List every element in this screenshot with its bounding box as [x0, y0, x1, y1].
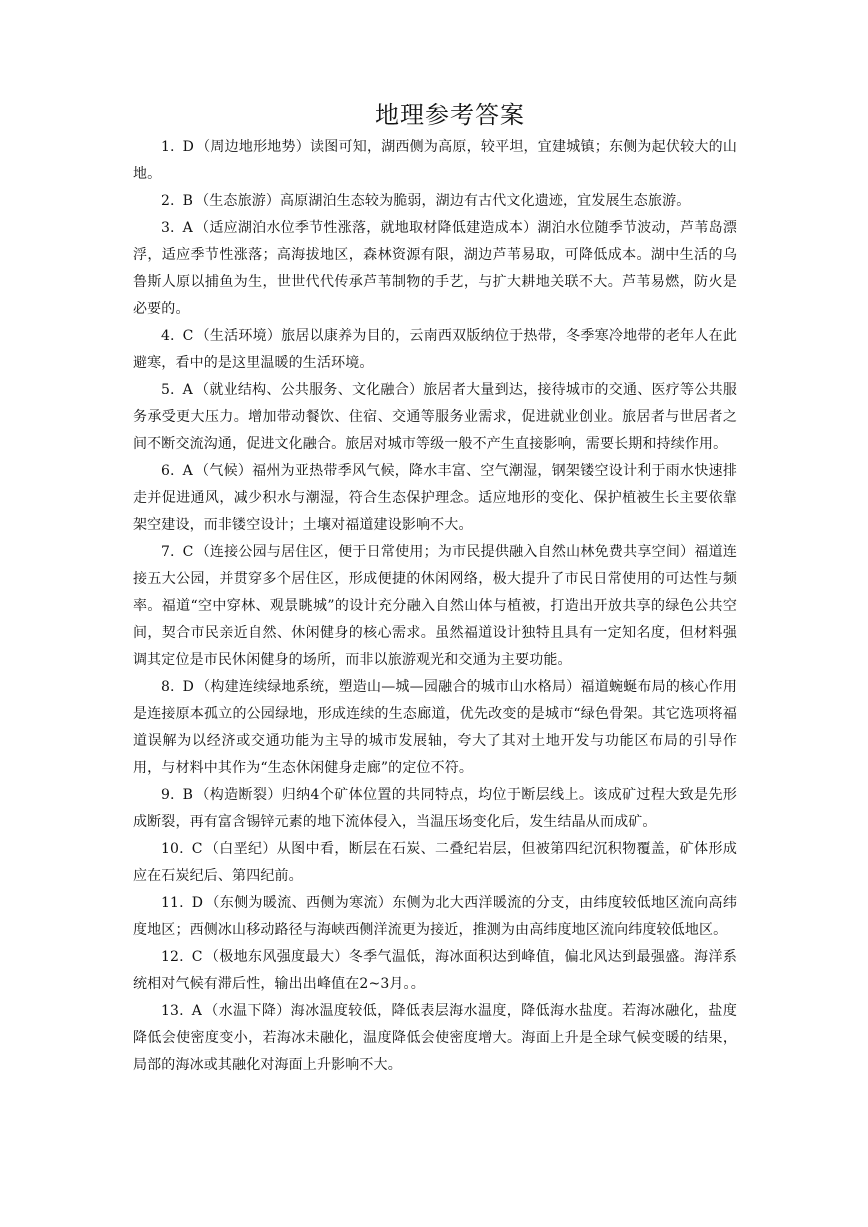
answer-item — [133, 134, 737, 188]
answer-item — [133, 944, 737, 998]
answer-explanation: （气候）福州为亚热带季风气候，降水丰富、空气潮湿，钢架镂空设计利于雨水快速排走并促进通风，减少积水与潮湿，符合生态保护理念。适应地形的变化、保护植被生长主要依靠架空建设，而非镂空设计；土壤对福道建设影响不大。 — [133, 463, 737, 533]
answer-option: C — [182, 328, 194, 344]
answer-item — [133, 782, 737, 836]
question-number: 5. — [161, 382, 175, 398]
question-number: 9. — [161, 787, 175, 803]
answer-option: B — [182, 787, 194, 803]
question-number: 8. — [161, 679, 175, 695]
page-title: 地理参考答案 — [375, 101, 525, 129]
answer-explanation: （适应湖泊水位季节性涨落，就地取材降低建造成本）湖泊水位随季节波动，芦苇岛漂浮，适应季节性涨落；高海拔地区，森林资源有限，湖边芦苇易取，可降低成本。湖中生活的乌鲁斯人原以捕鱼为生，世世代代传承芦苇制物的手艺，与扩大耕地关联不大。芦苇易燃，防火是必要的。 — [133, 220, 737, 317]
answer-item — [133, 890, 737, 944]
answer-document — [133, 98, 737, 1079]
answer-option: D — [191, 895, 204, 911]
answer-option: B — [182, 193, 194, 209]
question-number: 7. — [161, 544, 175, 560]
question-number: 10. — [161, 841, 184, 857]
answer-explanation: （就业结构、公共服务、文化融合）旅居者大量到达，接待城市的交通、医疗等公共服务承受更大压力。增加带动餐饮、住宿、交通等服务业需求，促进就业创业。旅居者与世居者之间不断交流沟通，促进文化融合。旅居对城市等级一般不产生直接影响，需要长期和持续作用。 — [133, 382, 737, 452]
answer-option: A — [182, 220, 193, 236]
answer-explanation: （生态旅游）高原湖泊生态较为脆弱，湖边有古代文化遗迹，宜发展生态旅游。 — [195, 193, 691, 209]
answer-explanation: （构造断裂）归纳4个矿体位置的共同特点，均位于断层线上。该成矿过程大致是先形成断裂，再有富含锡锌元素的地下流体侵入，当温压场变化后，发生结晶从而成矿。 — [133, 787, 737, 830]
question-number: 11. — [161, 895, 184, 911]
answer-option: D — [182, 679, 195, 695]
question-number: 2. — [161, 193, 175, 209]
answer-item — [133, 998, 737, 1079]
answer-option: A — [182, 463, 193, 479]
answer-explanation: （构建连续绿地系统，塑造山—城—园融合的城市山水格局）福道蜿蜒布局的核心作用是连接原本孤立的公园绿地，形成连续的生态廊道，优先改变的是城市“绿色骨架。其它选项将福道误解为以经济或交通功能为主导的城市发展轴，夸大了其对土地开发与功能区布局的引导作用，与材料中其作为“生态休闲健身走廊”的定位不符。 — [133, 679, 737, 776]
question-number: 1. — [161, 139, 175, 155]
question-number: 4. — [161, 328, 175, 344]
answer-option: C — [182, 544, 194, 560]
answer-explanation: （连接公园与居住区，便于日常使用；为市民提供融入自然山林免费共享空间）福道连接五大公园，并贯穿多个居住区，形成便捷的休闲网络，极大提升了市民日常使用的可达性与频率。福道“空中穿林、观景眺城”的设计充分融入自然山体与植被，打造出开放共享的绿色公共空间，契合市民亲近自然、休闲健身的核心需求。虽然福道设计独特且具有一定知名度，但材料强调其定位是市民休闲健身的场所，而非以旅游观光和交通为主要功能。 — [133, 544, 737, 668]
answer-option: D — [182, 139, 195, 155]
answer-item — [133, 458, 737, 539]
answer-explanation: （极地东风强度最大）冬季气温低，海冰面积达到峰值，偏北风达到最强盛。海洋系统相对气候有滞后性，输出出峰值在2~3月。。 — [133, 949, 737, 992]
answer-explanation: （周边地形地势）读图可知，湖西侧为高原，较平坦，宜建城镇；东侧为起伏较大的山地。 — [133, 139, 737, 182]
answer-item — [133, 323, 737, 377]
question-number: 3. — [161, 220, 175, 236]
answer-item — [133, 377, 737, 458]
answer-explanation: （生活环境）旅居以康养为目的，云南西双版纳位于热带，冬季寒冷地带的老年人在此避寒，看中的是这里温暖的生活环境。 — [133, 328, 737, 371]
answer-item — [133, 539, 737, 674]
answer-explanation: （白垩纪）从图中看，断层在石炭、二叠纪岩层，但被第四纪沉积物覆盖，矿体形成应在石炭纪后、第四纪前。 — [133, 841, 737, 884]
answer-explanation: （水温下降）海冰温度较低，降低表层海水温度，降低海水盐度。若海冰融化，盐度降低会使密度变小，若海冰未融化，温度降低会使密度增大。海面上升是全球气候变暖的结果，局部的海冰或其融化对海面上升影响不大。 — [133, 1003, 737, 1073]
answer-explanation: （东侧为暖流、西侧为寒流）东侧为北大西洋暖流的分支，由纬度较低地区流向高纬度地区；西侧冰山移动路径与海峡西侧洋流更为接近，推测为由高纬度地区流向纬度较低地区。 — [133, 895, 737, 938]
answer-item — [133, 836, 737, 890]
answer-item — [133, 215, 737, 323]
answer-list — [133, 134, 737, 1079]
answer-option: C — [191, 841, 203, 857]
question-number: 12. — [161, 949, 184, 965]
answer-item — [133, 188, 737, 215]
answer-item — [133, 674, 737, 782]
question-number: 13. — [161, 1003, 184, 1019]
answer-option: A — [191, 1003, 202, 1019]
answer-option: A — [182, 382, 193, 398]
answer-option: C — [191, 949, 203, 965]
question-number: 6. — [161, 463, 175, 479]
